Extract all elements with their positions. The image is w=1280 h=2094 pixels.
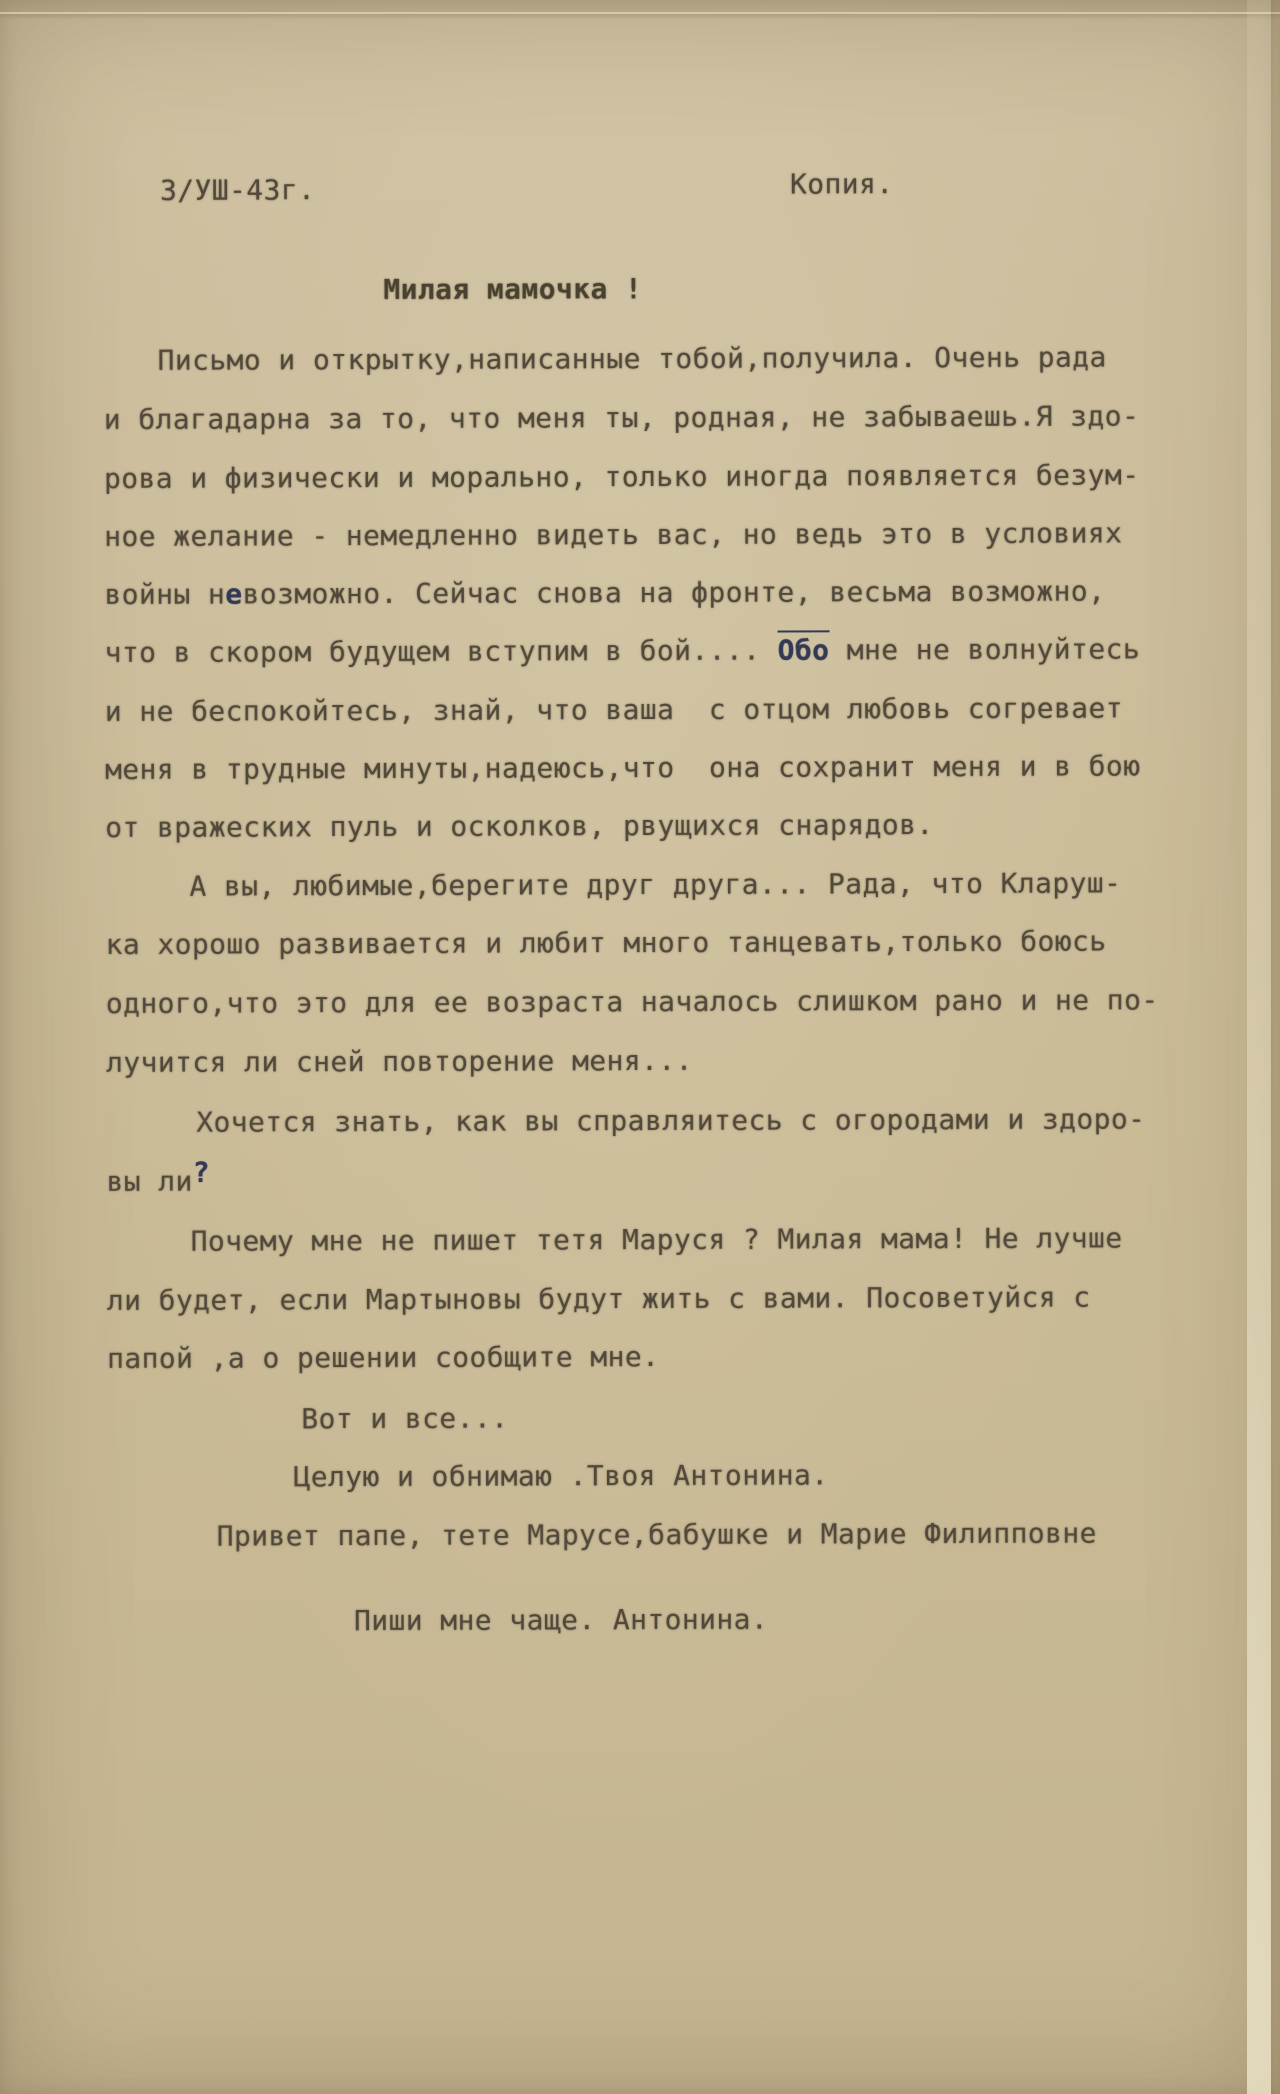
- letter-line: рова и физически и морально, только иногда появляется безум-: [103, 458, 1140, 495]
- letter-line: лучится ли сней повторение меня...: [105, 1043, 693, 1079]
- letter-line: и благадарна за то, что меня ты, родная, не забываешь.Я здо-: [103, 399, 1140, 436]
- letter-line: и не беспокойтесь, знай, что ваша с отцом любовь согревает: [104, 691, 1124, 728]
- letter-line: [105, 632, 1141, 669]
- copy-label: Копия.: [789, 167, 894, 201]
- letter-line: одного,что это для ее возраста началось слишком рано и не по-: [105, 983, 1159, 1020]
- letter-line: А вы, любимые,берегите друг друга... Рада, что Кларуш-: [189, 866, 1122, 903]
- letter-line-text: возможно. Сейчас снова на фронте, весьма возможно,: [242, 574, 1106, 611]
- letter-line: ли будет, если Мартыновы будут жить с вами. Посоветуйся с: [106, 1280, 1091, 1317]
- letter-line: Хочется знать, как вы справляитесь с огородами и здоро-: [196, 1102, 1146, 1139]
- salutation: Милая мамочка !: [383, 271, 643, 306]
- letter-line: меня в трудные минуты,надеюсь,что она сохранит меня и в бою: [104, 749, 1141, 786]
- letter-line: Привет папе, тете Марусе,бабушке и Марие Филипповне: [216, 1516, 1097, 1553]
- letter-line-text: мне не волнуйтесь: [829, 632, 1141, 667]
- letter-line: Письмо и открытку,написанные тобой,получила. Очень рада: [157, 340, 1107, 377]
- letter-line: Вот и все...: [301, 1401, 509, 1436]
- handwritten-correction: Обо: [778, 630, 830, 666]
- signature-line: Целую и обнимаю .Твоя Антонина.: [293, 1458, 829, 1494]
- letter-line-text: что в скором будущем вступим в бой....: [104, 633, 778, 669]
- handwritten-correction: е: [225, 577, 243, 611]
- letter-line: ное желание - немедленно видеть вас, но ведь это в условиях: [104, 516, 1123, 553]
- letter-line: от вражеских пуль и осколков, рвущихся снарядов.: [105, 807, 934, 844]
- letter-line-text: вы ли: [106, 1164, 193, 1198]
- letter-date: 3/УШ-43г.: [159, 173, 316, 207]
- letter-line: [106, 1155, 211, 1198]
- letter-line: [104, 574, 1105, 610]
- letter-line: папой ,а о решении сообщите мне.: [107, 1339, 660, 1375]
- handwritten-question-mark: ?: [192, 1155, 211, 1189]
- postscript-line: Пиши мне чаще. Антонина.: [353, 1602, 769, 1638]
- letter-line: ка хорошо развивается и любит много танцевать,только боюсь: [105, 924, 1107, 961]
- letter-line-text: войны н: [104, 577, 226, 611]
- letter-line: Почему мне не пишет тетя Маруся ? Милая мама! Не лучше: [190, 1221, 1123, 1258]
